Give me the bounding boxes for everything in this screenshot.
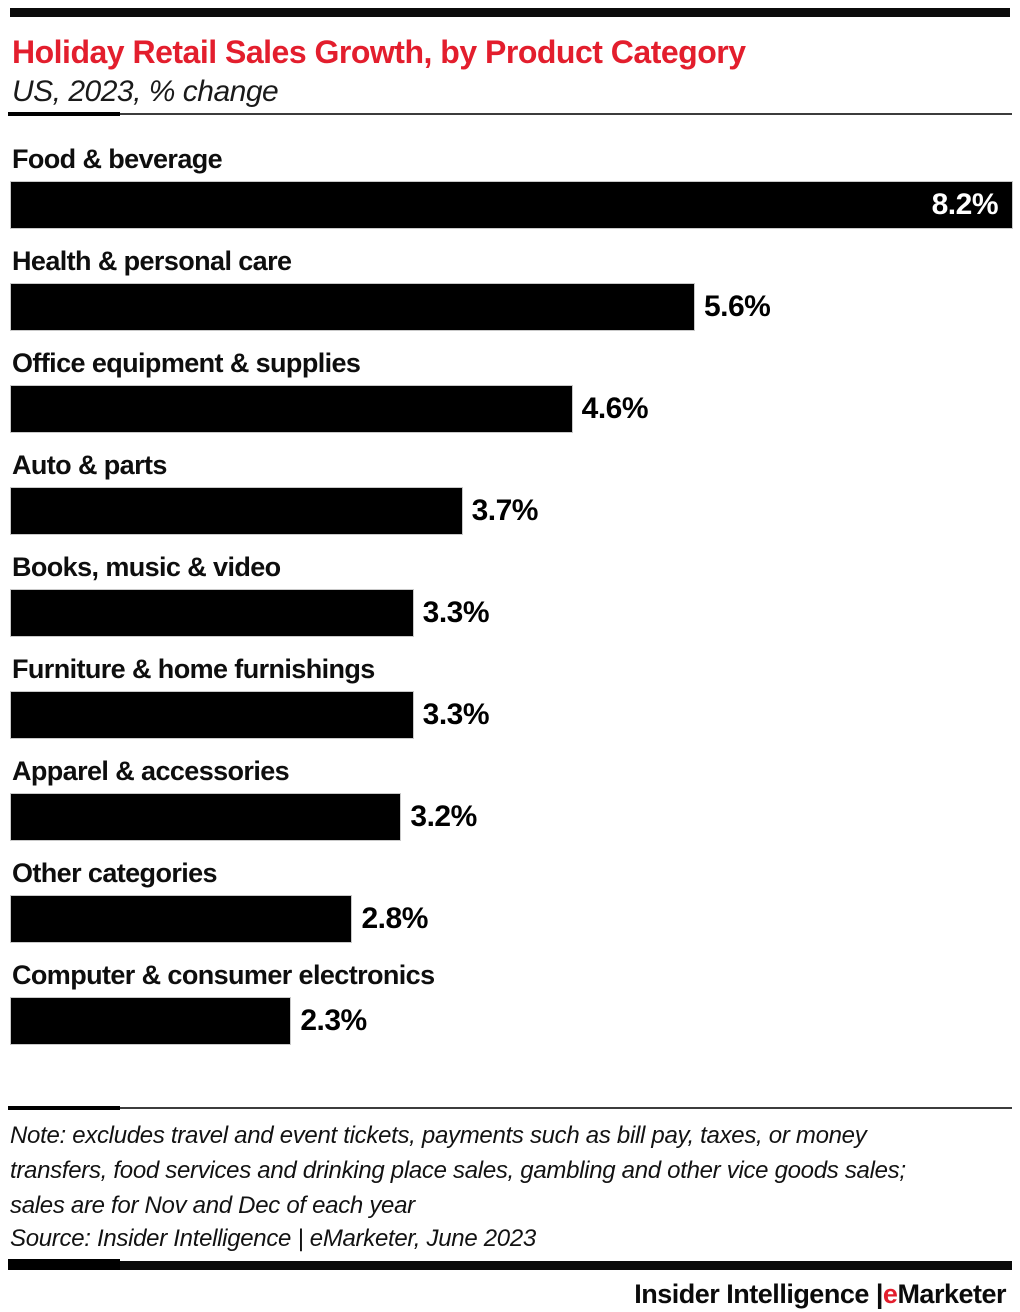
- bar: [10, 589, 414, 637]
- bar: [10, 283, 695, 331]
- bar-row: [10, 957, 1013, 1045]
- bar: [10, 181, 1013, 229]
- bar: [10, 793, 401, 841]
- category-label: Books, music & video: [12, 552, 281, 582]
- category-label: Other categories: [12, 858, 217, 888]
- brand-suffix: Marketer: [897, 1279, 1006, 1309]
- brand-prefix: Insider Intelligence |: [634, 1279, 883, 1309]
- top-rule-bar: [10, 8, 1010, 17]
- bar-track: [10, 181, 1013, 229]
- bar-chart: [0, 115, 1020, 1045]
- bar-track: [10, 691, 1013, 739]
- bar: [10, 385, 573, 433]
- value-label-outside: 4.6%: [581, 392, 649, 425]
- bar: [10, 895, 352, 943]
- bar-row: [10, 855, 1013, 943]
- category-label: Auto & parts: [12, 450, 167, 480]
- value-label-outside: 2.3%: [300, 1004, 367, 1037]
- bar: [10, 691, 414, 739]
- bottom-rule-bar: [8, 1261, 1012, 1270]
- bar-track: [10, 487, 1013, 535]
- value-label-outside: 3.3%: [422, 698, 490, 731]
- bar-track: [10, 283, 1013, 331]
- category-label: Health & personal care: [12, 246, 292, 276]
- bar-track: [10, 385, 1013, 433]
- chart-source: Source: Insider Intelligence | eMarketer, June 2023: [10, 1225, 536, 1252]
- bar: [10, 997, 291, 1045]
- header-divider: [10, 113, 1012, 115]
- bar-row: [10, 243, 1013, 331]
- chart-note: Note: excludes travel and event tickets, payments such as bill pay, taxes, or money transfers, food services and drinking place sales, gambling and other vice goods sales; sales are for Nov and Dec of each year: [10, 1122, 906, 1219]
- category-label: Computer & consumer electronics: [12, 960, 435, 990]
- value-label-inside: 8.2%: [931, 188, 998, 221]
- category-label: Food & beverage: [12, 144, 223, 174]
- bar-track: [10, 793, 1013, 841]
- category-label: Apparel & accessories: [12, 756, 290, 786]
- bar-track: [10, 589, 1013, 637]
- value-label-outside: 2.8%: [361, 902, 428, 935]
- bar-row: [10, 141, 1013, 229]
- page-subtitle: US, 2023, % change: [12, 75, 279, 108]
- bar: [10, 487, 463, 535]
- category-label: Office equipment & supplies: [12, 348, 361, 378]
- bar-row: [10, 345, 1013, 433]
- footer-divider: [10, 1107, 1012, 1109]
- value-label-outside: 5.6%: [703, 290, 771, 323]
- bar-track: [10, 895, 1013, 943]
- page-title: Holiday Retail Sales Growth, by Product Category: [12, 34, 746, 70]
- bar-row: [10, 651, 1013, 739]
- category-label: Furniture & home furnishings: [12, 654, 375, 684]
- bar-row: [10, 753, 1013, 841]
- value-label-outside: 3.3%: [422, 596, 490, 629]
- bar-row: [10, 447, 1013, 535]
- brand-accent-letter: e: [882, 1279, 898, 1309]
- value-label-outside: 3.7%: [471, 494, 538, 527]
- value-label-outside: 3.2%: [410, 800, 477, 833]
- bar-row: [10, 549, 1013, 637]
- bar-track: [10, 997, 1013, 1045]
- brand-footer: [0, 1278, 1006, 1310]
